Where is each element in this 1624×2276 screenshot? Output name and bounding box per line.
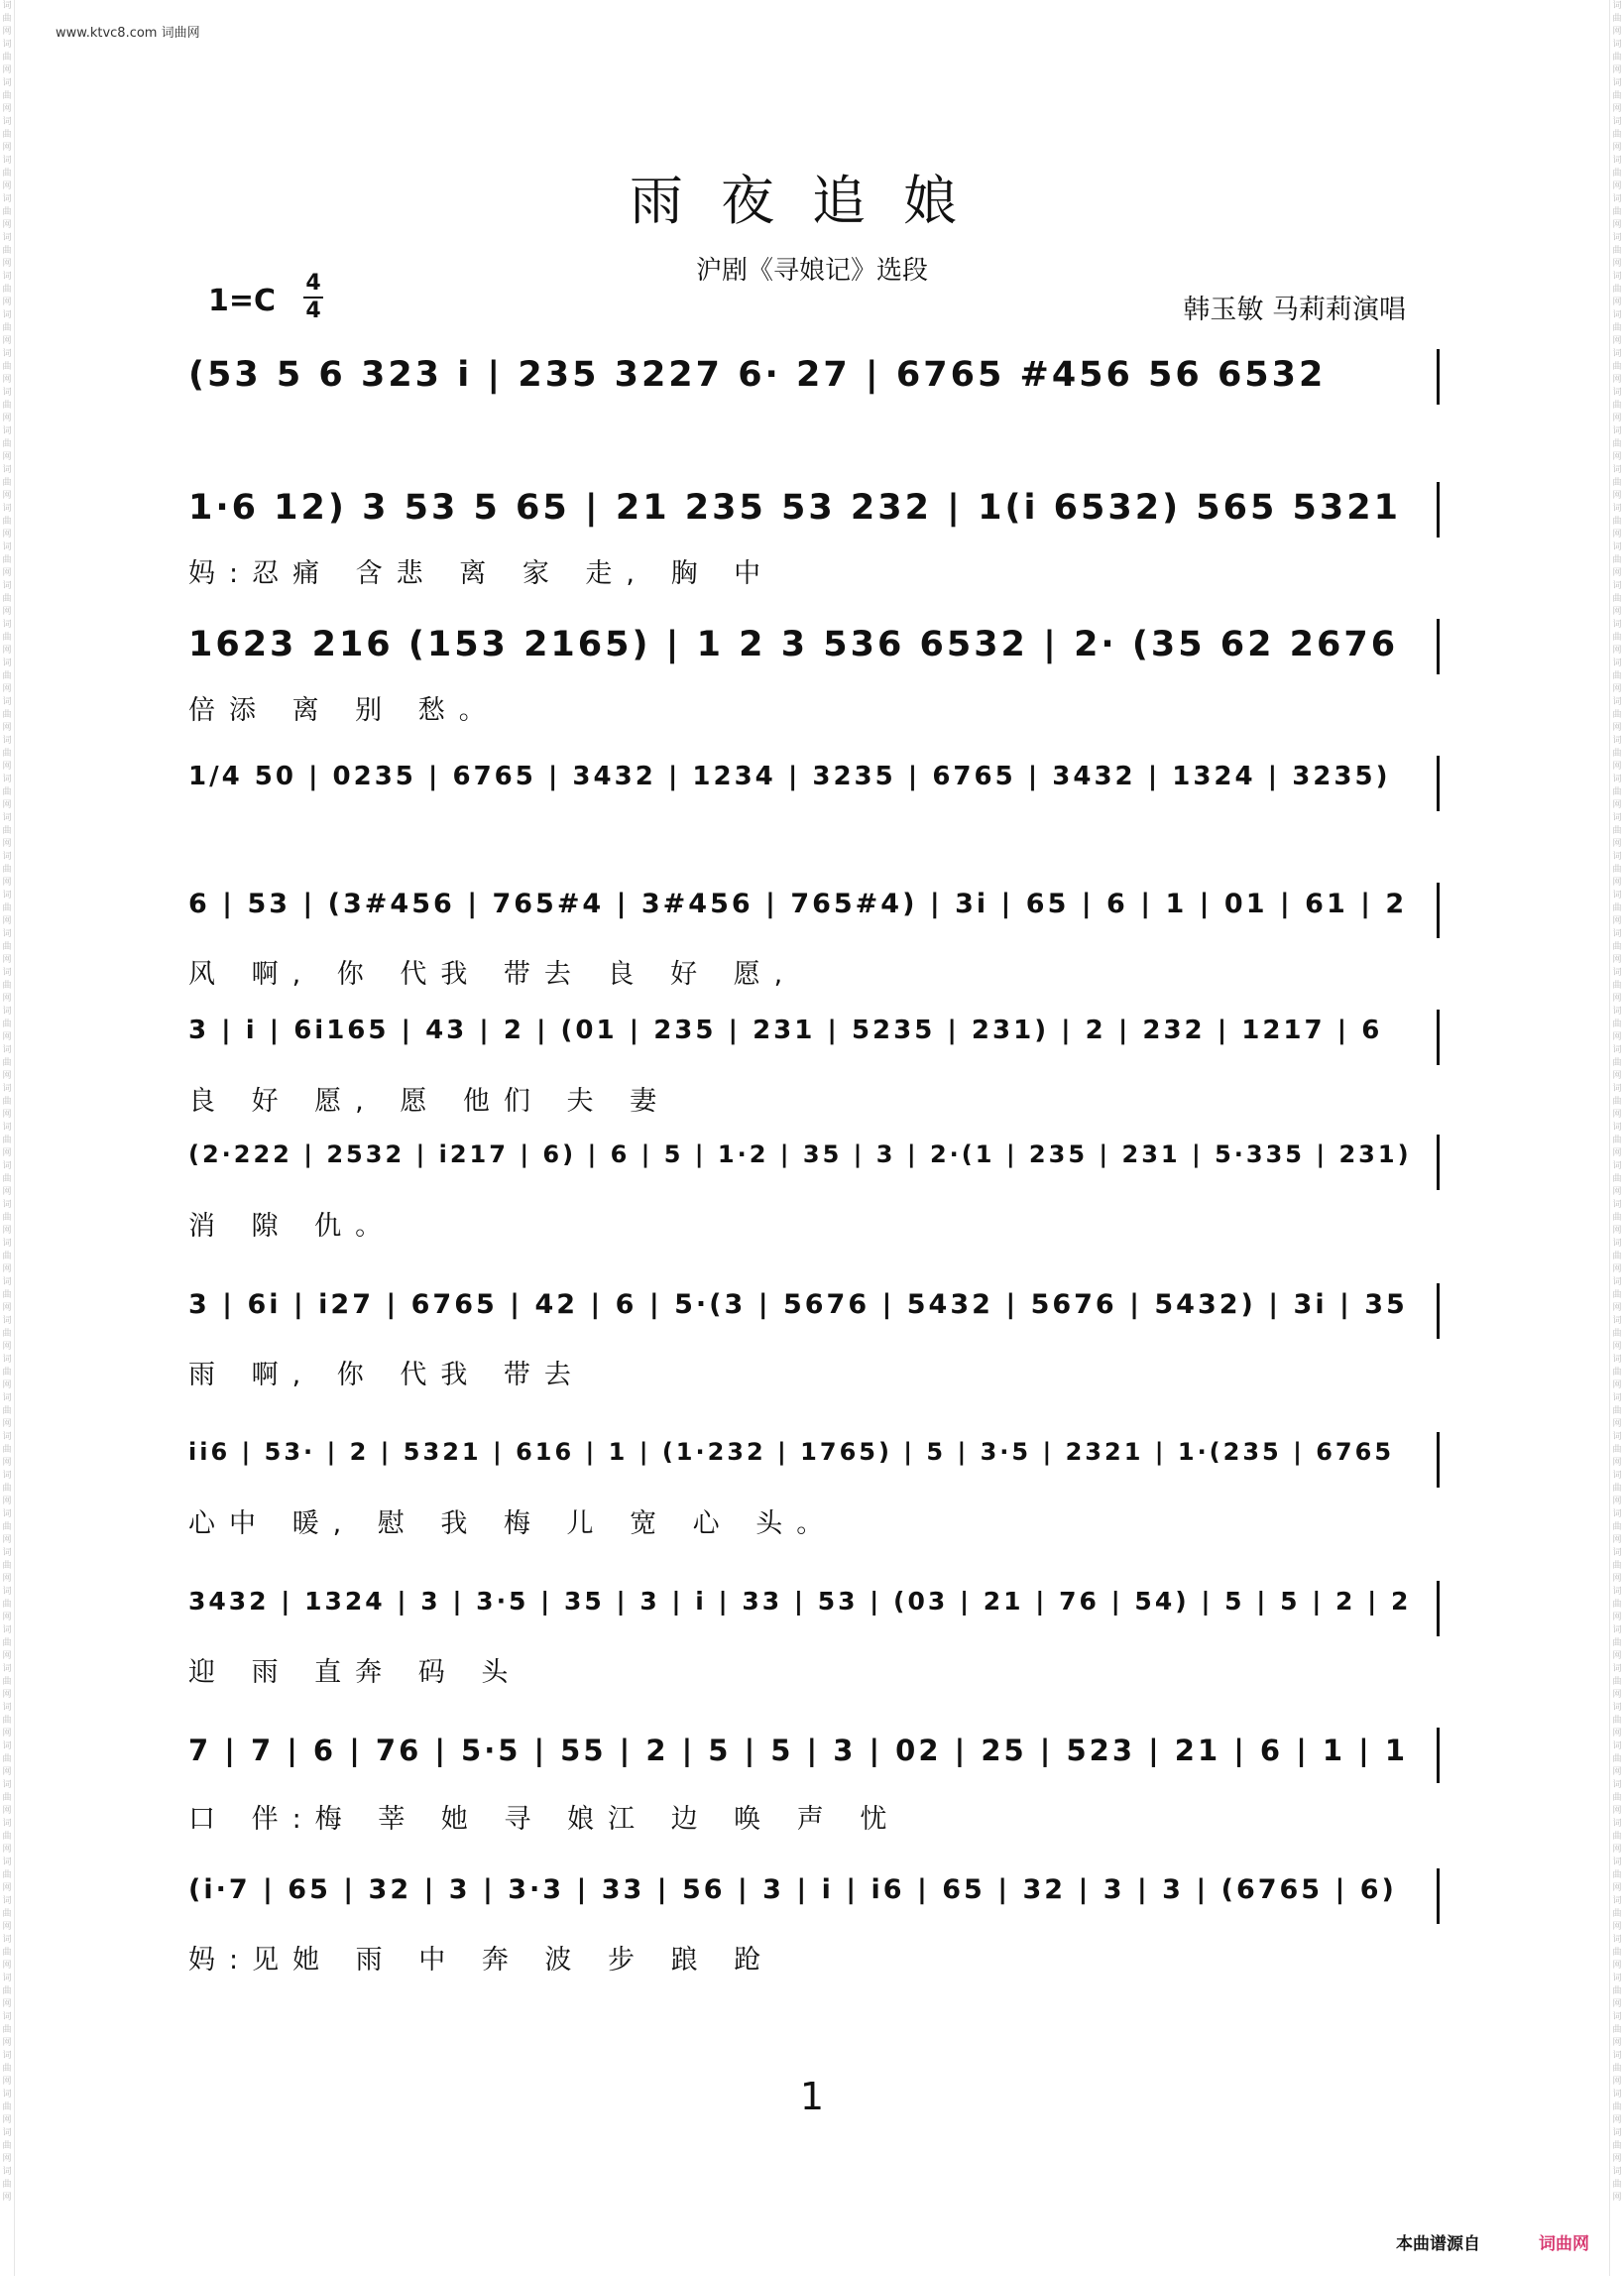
side-watermark: 词曲网 xyxy=(1612,659,1622,694)
side-watermark: 词曲网 xyxy=(1612,891,1622,926)
side-watermark: 词曲网 xyxy=(1612,194,1622,230)
side-watermark: 词曲网 xyxy=(1612,1123,1622,1158)
side-watermark: 词曲网 xyxy=(2,581,12,617)
score-lyrics: 妈:忍痛 含悲 离 家 走, 胸 中 xyxy=(188,558,775,589)
side-watermark: 词曲网 xyxy=(1612,697,1622,733)
side-watermark: 词曲网 xyxy=(1612,78,1622,114)
side-watermark: 词曲网 xyxy=(2,1393,12,1429)
side-watermark: 词曲网 xyxy=(2,40,12,75)
side-watermark: 词曲网 xyxy=(2,1,12,37)
side-watermark: 词曲网 xyxy=(1612,40,1622,75)
row-end-barline xyxy=(1437,482,1440,538)
side-watermark: 词曲网 xyxy=(2,2128,12,2164)
side-watermark: 词曲网 xyxy=(2,1123,12,1158)
side-watermark: 词曲网 xyxy=(2,2167,12,2203)
side-watermark: 词曲网 xyxy=(2,1471,12,1506)
row-end-barline xyxy=(1437,883,1440,938)
side-watermark: 词曲网 xyxy=(1612,2128,1622,2164)
side-watermark: 词曲网 xyxy=(1612,233,1622,269)
side-watermark: 词曲网 xyxy=(1612,2012,1622,2048)
side-watermark: 词曲网 xyxy=(1612,1432,1622,1468)
side-watermark: 词曲网 xyxy=(2,775,12,810)
score-notes: 3432 | 1324 | 3 | 3·5 | 35 | 3 | i | 33 | 53 | (03 | 21 | 76 | 54) | 5 | 5 | 2 | 2 xyxy=(188,1587,1412,1616)
side-watermark: 词曲网 xyxy=(1612,736,1622,772)
side-watermark: 词曲网 xyxy=(1612,1084,1622,1120)
key-signature: 1=C xyxy=(208,284,277,318)
side-watermark: 词曲网 xyxy=(2,891,12,926)
site-url: www.ktvc8.com 词曲网 xyxy=(56,26,200,41)
song-title: 雨夜追娘 xyxy=(630,170,994,232)
score-notes: ii6 | 53· | 2 | 5321 | 616 | 1 | (1·232 | 1765) | 5 | 3·5 | 2321 | 1·(235 | 6765 xyxy=(188,1438,1395,1466)
score-notes: (i·7 | 65 | 32 | 3 | 3·3 | 33 | 56 | 3 | i | i6 | 65 | 32 | 3 | 3 | (6765 | 6) xyxy=(188,1874,1397,1905)
score-notes: (53 5 6 323 i | 235 3227 6· 27 | 6765 #456 56 6532 xyxy=(188,355,1327,395)
side-watermark: 词曲网 xyxy=(2,156,12,191)
side-watermark: 词曲网 xyxy=(1612,156,1622,191)
side-watermark: 词曲网 xyxy=(2,659,12,694)
side-watermark: 词曲网 xyxy=(1612,1007,1622,1042)
side-watermark: 词曲网 xyxy=(2,1316,12,1352)
side-watermark: 词曲网 xyxy=(2,426,12,462)
score-lyrics: 心中 暖, 慰 我 梅 儿 宽 心 头。 xyxy=(188,1508,838,1539)
side-watermark: 词曲网 xyxy=(2,1200,12,1236)
side-watermark: 词曲网 xyxy=(2,78,12,114)
side-watermark: 词曲网 xyxy=(2,1548,12,1584)
side-watermark: 词曲网 xyxy=(2,697,12,733)
side-watermark: 词曲网 xyxy=(1612,426,1622,462)
score-notes: 1/4 50 | 0235 | 6765 | 3432 | 1234 | 3235 | 6765 | 3432 | 1324 | 3235) xyxy=(188,762,1391,791)
score-notes: 1·6 12) 3 53 5 65 | 21 235 53 232 | 1(i 6532) 565 5321 xyxy=(188,488,1401,528)
side-watermark: 词曲网 xyxy=(1612,272,1622,307)
side-watermark: 词曲网 xyxy=(1612,310,1622,346)
side-watermark: 词曲网 xyxy=(1612,1974,1622,2009)
singers-credit: 韩玉敏 马莉莉演唱 xyxy=(1183,295,1406,325)
row-end-barline xyxy=(1437,349,1440,405)
side-watermark: 词曲网 xyxy=(2,1664,12,1700)
side-watermark: 词曲网 xyxy=(1612,1741,1622,1777)
row-end-barline xyxy=(1437,1135,1440,1190)
side-watermark: 词曲网 xyxy=(1612,1200,1622,1236)
score-notes: (2·222 | 2532 | i217 | 6) | 6 | 5 | 1·2 | 35 | 3 | 2·(1 | 235 | 231 | 5·335 | 231) xyxy=(188,1140,1412,1168)
side-watermark: 词曲网 xyxy=(2,1084,12,1120)
score-notes: 6 | 53 | (3#456 | 765#4 | 3#456 | 765#4) | 3i | 65 | 6 | 1 | 01 | 61 | 2 xyxy=(188,889,1408,919)
side-watermark: 词曲网 xyxy=(2,852,12,888)
row-end-barline xyxy=(1437,619,1440,674)
side-watermark: 词曲网 xyxy=(1612,2090,1622,2125)
brand-label: 词曲网 xyxy=(1539,2234,1589,2254)
side-watermark: 词曲网 xyxy=(1612,775,1622,810)
side-watermark: 词曲网 xyxy=(1612,581,1622,617)
page-number: 1 xyxy=(799,2075,825,2118)
side-watermark: 词曲网 xyxy=(2,1007,12,1042)
side-watermark: 词曲网 xyxy=(1612,2167,1622,2203)
side-watermark: 词曲网 xyxy=(2,542,12,578)
side-watermark: 词曲网 xyxy=(2,1625,12,1661)
side-watermark: 词曲网 xyxy=(2,929,12,965)
side-watermark: 词曲网 xyxy=(1612,1819,1622,1855)
side-watermark: 词曲网 xyxy=(1612,349,1622,385)
row-end-barline xyxy=(1437,1283,1440,1339)
score-lyrics: 雨 啊, 你 代我 带去 xyxy=(188,1360,585,1390)
side-watermark: 词曲网 xyxy=(2,2051,12,2087)
side-watermark: 词曲网 xyxy=(2,1587,12,1622)
side-watermark: 词曲网 xyxy=(2,465,12,501)
row-end-barline xyxy=(1437,1728,1440,1783)
side-watermark: 词曲网 xyxy=(2,813,12,849)
row-end-barline xyxy=(1437,1432,1440,1488)
side-watermark: 词曲网 xyxy=(1612,929,1622,965)
side-watermark: 词曲网 xyxy=(1612,1587,1622,1622)
side-watermark: 词曲网 xyxy=(2,1857,12,1893)
score-lyrics: 消 隙 仇。 xyxy=(188,1211,397,1242)
side-watermark: 词曲网 xyxy=(2,1780,12,1816)
side-watermark: 词曲网 xyxy=(1612,465,1622,501)
side-watermark: 词曲网 xyxy=(1612,1355,1622,1390)
side-watermark: 词曲网 xyxy=(2,1277,12,1313)
score-notes: 3 | i | 6i165 | 43 | 2 | (01 | 235 | 231 | 5235 | 231) | 2 | 232 | 1217 | 6 xyxy=(188,1016,1383,1045)
side-watermark: 词曲网 xyxy=(2,1509,12,1545)
score-lyrics: 口 伴:梅 莘 她 寻 娘江 边 唤 声 忧 xyxy=(188,1804,901,1835)
side-watermark: 词曲网 xyxy=(2,1703,12,1738)
side-watermark: 词曲网 xyxy=(1612,1935,1622,1971)
time-signature xyxy=(303,272,323,323)
left-margin-strip xyxy=(0,0,15,2276)
side-watermark: 词曲网 xyxy=(1612,1,1622,37)
score-lyrics: 倍添 离 别 愁。 xyxy=(188,695,500,726)
side-watermark: 词曲网 xyxy=(1612,1780,1622,1816)
side-watermark: 词曲网 xyxy=(1612,388,1622,423)
song-subtitle: 沪剧《寻娘记》选段 xyxy=(695,256,928,286)
side-watermark: 词曲网 xyxy=(1612,1393,1622,1429)
side-watermark: 词曲网 xyxy=(1612,117,1622,153)
side-watermark: 词曲网 xyxy=(1612,1509,1622,1545)
side-watermark: 词曲网 xyxy=(2,1741,12,1777)
side-watermark: 词曲网 xyxy=(2,194,12,230)
side-watermark: 词曲网 xyxy=(1612,1703,1622,1738)
side-watermark: 词曲网 xyxy=(2,1896,12,1932)
side-watermark: 词曲网 xyxy=(1612,1664,1622,1700)
side-watermark: 词曲网 xyxy=(2,620,12,656)
side-watermark: 词曲网 xyxy=(1612,542,1622,578)
side-watermark: 词曲网 xyxy=(2,349,12,385)
side-watermark: 词曲网 xyxy=(1612,1316,1622,1352)
side-watermark: 词曲网 xyxy=(2,2090,12,2125)
side-watermark: 词曲网 xyxy=(1612,1625,1622,1661)
row-end-barline xyxy=(1437,1868,1440,1924)
side-watermark: 词曲网 xyxy=(1612,1277,1622,1313)
side-watermark: 词曲网 xyxy=(2,1819,12,1855)
side-watermark: 词曲网 xyxy=(2,968,12,1004)
side-watermark: 词曲网 xyxy=(1612,1239,1622,1274)
right-margin-strip xyxy=(1609,0,1624,2276)
side-watermark: 词曲网 xyxy=(2,117,12,153)
side-watermark: 词曲网 xyxy=(2,504,12,539)
side-watermark: 词曲网 xyxy=(1612,968,1622,1004)
side-watermark: 词曲网 xyxy=(2,1355,12,1390)
side-watermark: 词曲网 xyxy=(2,1432,12,1468)
side-watermark: 词曲网 xyxy=(1612,1857,1622,1893)
source-label: 本曲谱源自 xyxy=(1396,2234,1480,2254)
score-lyrics: 风 啊, 你 代我 带去 良 好 愿, xyxy=(188,959,797,990)
side-watermark: 词曲网 xyxy=(2,388,12,423)
side-watermark: 词曲网 xyxy=(1612,1548,1622,1584)
side-watermark: 词曲网 xyxy=(2,310,12,346)
side-watermark: 词曲网 xyxy=(1612,1161,1622,1197)
side-watermark: 词曲网 xyxy=(1612,813,1622,849)
score-notes: 7 | 7 | 6 | 76 | 5·5 | 55 | 2 | 5 | 5 | 3 | 02 | 25 | 523 | 21 | 6 | 1 | 1 xyxy=(188,1734,1409,1767)
side-watermark: 词曲网 xyxy=(1612,1896,1622,1932)
score-lyrics: 良 好 愿, 愿 他们 夫 妻 xyxy=(188,1086,671,1117)
side-watermark: 词曲网 xyxy=(2,1935,12,1971)
side-watermark: 词曲网 xyxy=(2,233,12,269)
row-end-barline xyxy=(1437,756,1440,811)
side-watermark: 词曲网 xyxy=(2,1239,12,1274)
meter-bottom: 4 xyxy=(305,299,321,323)
score-lyrics: 迎 雨 直奔 码 头 xyxy=(188,1657,522,1688)
side-watermark: 词曲网 xyxy=(2,1161,12,1197)
side-watermark: 词曲网 xyxy=(1612,1471,1622,1506)
side-watermark: 词曲网 xyxy=(1612,2051,1622,2087)
score-notes: 3 | 6i | i27 | 6765 | 42 | 6 | 5·(3 | 5676 | 5432 | 5676 | 5432) | 3i | 35 xyxy=(188,1289,1408,1320)
side-watermark: 词曲网 xyxy=(1612,504,1622,539)
score-notes: 1623 216 (153 2165) | 1 2 3 536 6532 | 2· (35 62 2676 xyxy=(188,625,1399,664)
meter-top: 4 xyxy=(305,271,321,296)
side-watermark: 词曲网 xyxy=(2,2012,12,2048)
score-lyrics: 妈:见她 雨 中 奔 波 步 踉 跄 xyxy=(188,1945,775,1976)
side-watermark: 词曲网 xyxy=(1612,620,1622,656)
side-watermark: 词曲网 xyxy=(2,272,12,307)
side-watermark: 词曲网 xyxy=(2,736,12,772)
side-watermark: 词曲网 xyxy=(1612,1045,1622,1081)
side-watermark: 词曲网 xyxy=(1612,852,1622,888)
side-watermark: 词曲网 xyxy=(2,1045,12,1081)
row-end-barline xyxy=(1437,1581,1440,1636)
side-watermark: 词曲网 xyxy=(2,1974,12,2009)
row-end-barline xyxy=(1437,1010,1440,1065)
